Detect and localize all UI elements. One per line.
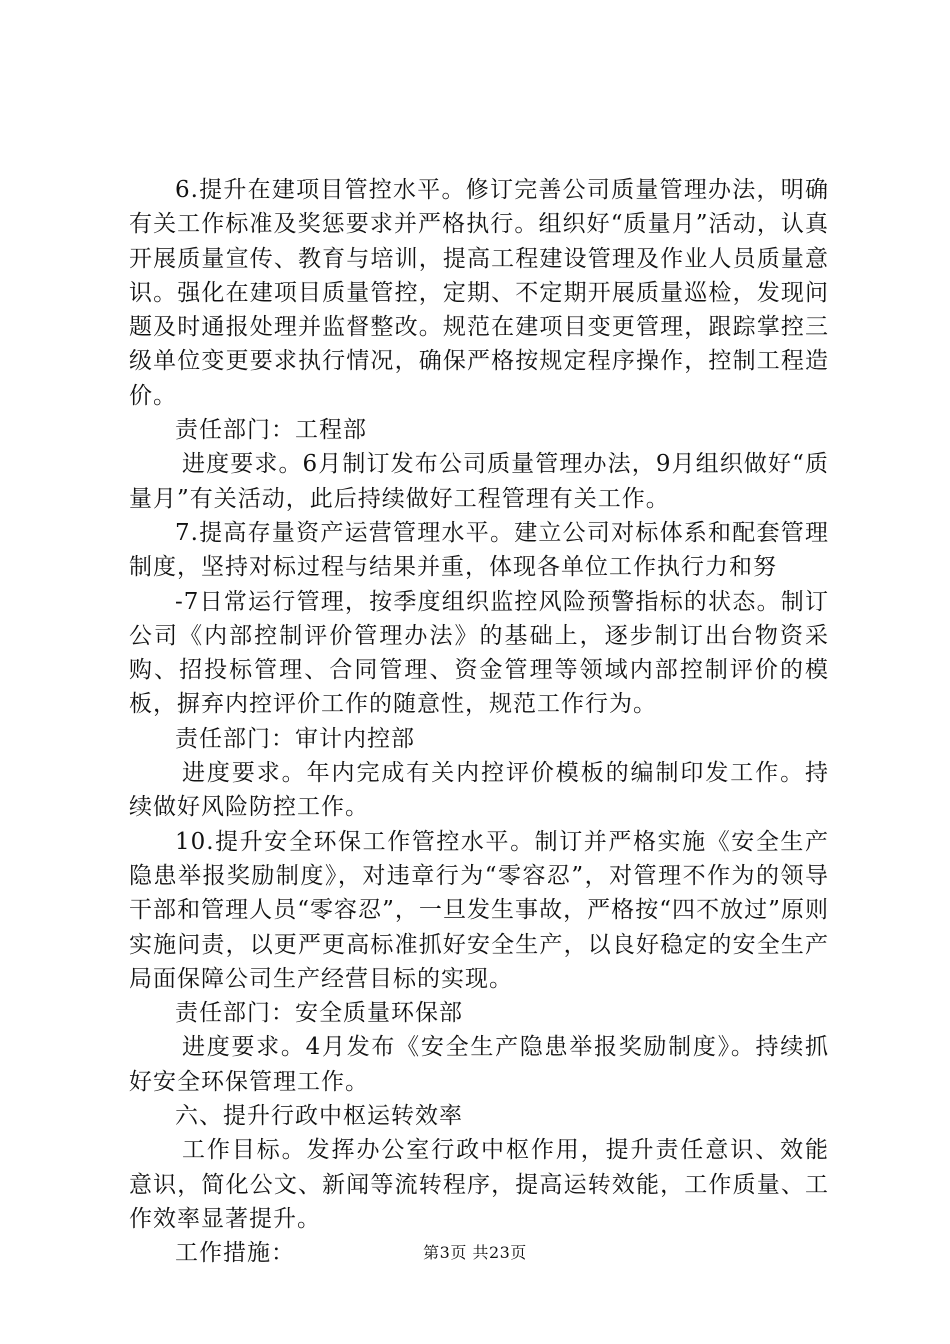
paragraph-internal-control: -7日常运行管理，按季度组织监控风险预警指标的状态。制订公司《内部控制评价管理办法》的基础上，逐步制订出台物资采购、招投标管理、合同管理、资金管理等领域内部控制评价的模板，摒弃内控评价工作的随意性，规范工作行为。 xyxy=(129,588,829,718)
page-number-footer: 第3页 共23页 xyxy=(423,1243,527,1262)
responsible-department-audit: 责任部门：审计内控部 xyxy=(175,725,415,752)
paragraph-item-10-safety: 10.提升安全环保工作管控水平。制订并严格实施《安全生产隐患举报奖励制度》，对违章行为“零容忍”，对管理不作为的领导干部和管理人员“零容忍”，一旦发生事故，严格按“四不放过”原则实施问责，以更严更高标准抓好安全生产，以良好稳定的安全生产局面保障公司生产经营目标的实现。 xyxy=(129,828,829,992)
document-body xyxy=(129,173,829,1271)
progress-requirement-audit: 进度要求。年内完成有关内控评价模板的编制印发工作。持续做好风险防控工作。 xyxy=(129,760,829,821)
progress-requirement-safety: 进度要求。4月发布《安全生产隐患举报奖励制度》。持续抓好安全环保管理工作。 xyxy=(129,1034,829,1095)
work-measures-heading: 工作措施： xyxy=(175,1240,295,1267)
section-heading-six: 六、提升行政中枢运转效率 xyxy=(175,1103,463,1130)
paragraph-item-6-project-control: 6.提升在建项目管控水平。修订完善公司质量管理办法，明确有关工作标准及奖惩要求并严格执行。组织好“质量月”活动，认真开展质量宣传、教育与培训，提高工程建设管理及作业人员质量意识。强化在建项目质量管控，定期、不定期开展质量巡检，发现问题及时通报处理并监督整改。规范在建项目变更管理，跟踪掌控三级单位变更要求执行情况，确保严格按规定程序操作，控制工程造价。 xyxy=(129,177,829,409)
work-goal-paragraph: 工作目标。发挥办公室行政中枢作用，提升责任意识、效能意识，简化公文、新闻等流转程序，提高运转效能，工作质量、工作效率显著提升。 xyxy=(129,1137,829,1232)
paragraph-item-7-asset-operation: 7.提高存量资产运营管理水平。建立公司对标体系和配套管理制度，坚持对标过程与结果并重，体现各单位工作执行力和努 xyxy=(129,519,829,581)
responsible-department-safety: 责任部门：安全质量环保部 xyxy=(175,1000,463,1027)
responsible-department-engineering: 责任部门：工程部 xyxy=(175,417,367,444)
progress-requirement-quality: 进度要求。6月制订发布公司质量管理办法，9月组织做好“质量月”有关活动，此后持续做好工程管理有关工作。 xyxy=(129,451,829,512)
